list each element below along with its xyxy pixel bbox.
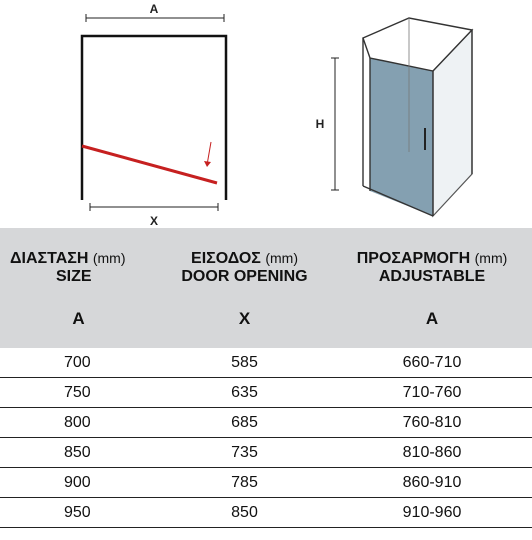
col-letter-adjustable: A — [332, 290, 532, 348]
enclosure-top-frame — [363, 18, 472, 71]
cell-adjustable: 760-810 — [332, 408, 532, 438]
cell-door-opening: 585 — [157, 348, 332, 378]
cell-adjustable: 660-710 — [332, 348, 532, 378]
col-letter-size: A — [0, 290, 157, 348]
diagram-area — [0, 0, 532, 228]
table-row — [0, 348, 532, 378]
table-row — [0, 438, 532, 468]
col-subheader-adjustable: ADJUSTABLE — [332, 268, 532, 290]
plan-view-diagram — [0, 0, 260, 228]
glass-door-panel — [370, 58, 433, 216]
size-spec-table — [0, 228, 532, 528]
table-row — [0, 468, 532, 498]
door-swing-line — [82, 146, 217, 183]
cell-door-opening: 850 — [157, 498, 332, 528]
cell-adjustable: 710-760 — [332, 378, 532, 408]
cell-door-opening: 635 — [157, 378, 332, 408]
cell-size: 700 — [0, 348, 157, 378]
table-body — [0, 348, 532, 528]
cell-size: 750 — [0, 378, 157, 408]
cell-door-opening: 735 — [157, 438, 332, 468]
cell-adjustable: 910-960 — [332, 498, 532, 528]
col-subheader-size: SIZE — [0, 268, 157, 290]
cell-size: 850 — [0, 438, 157, 468]
col-letter-door-opening: X — [157, 290, 332, 348]
col-subheader-door-opening: DOOR OPENING — [157, 268, 332, 290]
table-header — [0, 228, 532, 348]
cell-adjustable: 860-910 — [332, 468, 532, 498]
side-panel — [433, 30, 472, 216]
col-header-size: ΔΙΑΣΤΑΣΗ (mm) — [0, 228, 157, 268]
cell-adjustable: 810-860 — [332, 438, 532, 468]
height-label: H — [315, 117, 325, 131]
col-header-door-opening: ΕΙΣΟΔΟΣ (mm) — [157, 228, 332, 268]
col-header-adjustable: ΠΡΟΣΑΡΜΟΓΗ (mm) — [332, 228, 532, 268]
table-row — [0, 498, 532, 528]
plan-top-label: A — [149, 2, 159, 16]
cell-size: 800 — [0, 408, 157, 438]
enclosure-outline — [82, 36, 226, 200]
table-row — [0, 408, 532, 438]
cell-door-opening: 685 — [157, 408, 332, 438]
table-row — [0, 378, 532, 408]
cell-door-opening: 785 — [157, 468, 332, 498]
cell-size: 900 — [0, 468, 157, 498]
cell-size: 950 — [0, 498, 157, 528]
plan-bottom-label: X — [149, 214, 159, 228]
